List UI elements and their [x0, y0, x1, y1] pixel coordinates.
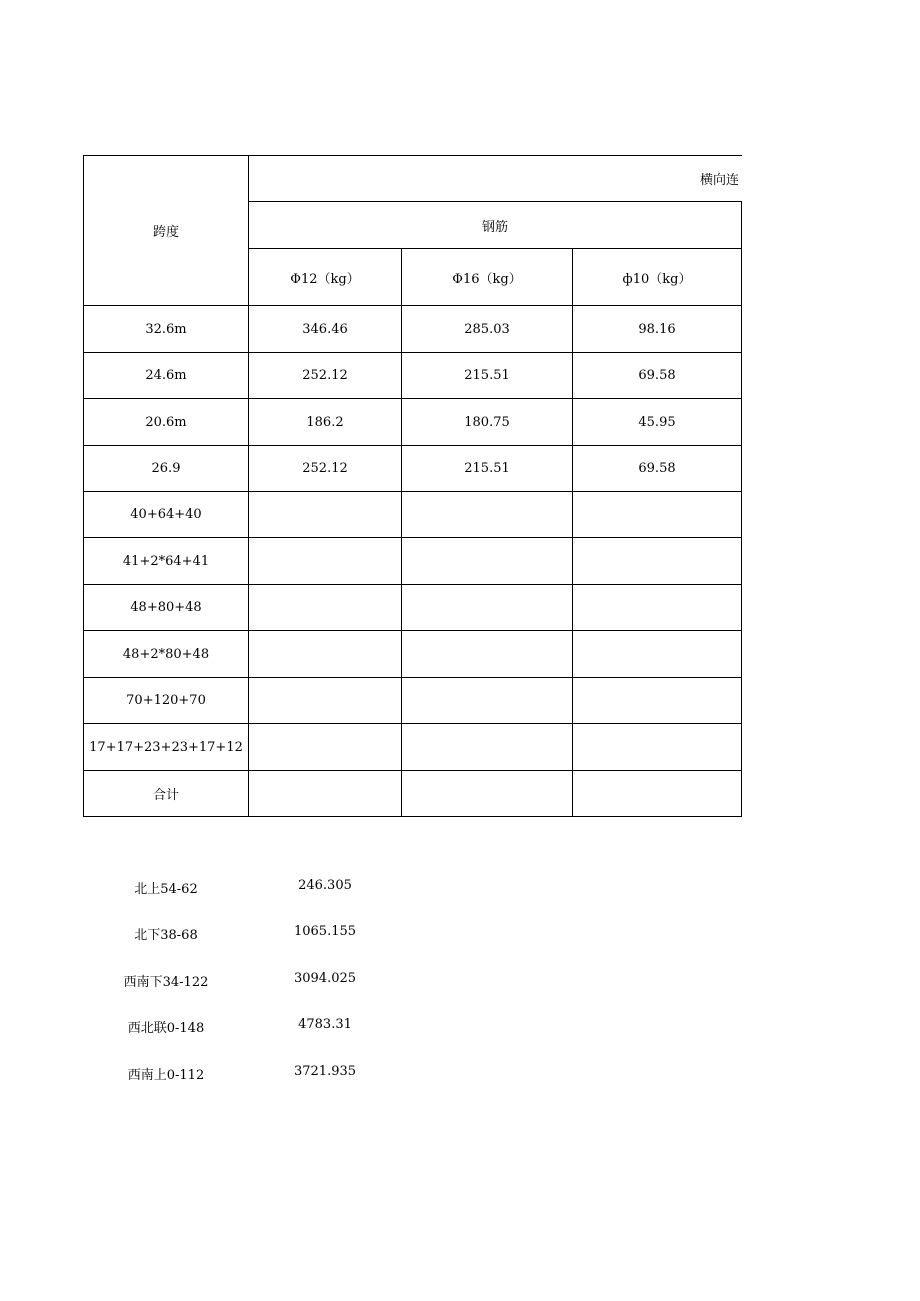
phi12-cell: 252.12	[249, 446, 402, 492]
span-cell: 70+120+70	[84, 678, 249, 724]
phi10-cell	[573, 585, 742, 631]
span-cell: 20.6m	[84, 399, 249, 446]
phi12-cell	[249, 678, 402, 724]
phi16-cell: 180.75	[402, 399, 573, 446]
phi16-cell	[402, 538, 573, 585]
table-row	[84, 631, 742, 678]
summary-label: 北下38-68	[134, 928, 198, 943]
phi10-cell: 69.58	[573, 353, 742, 399]
summary-label: 西南下34-122	[123, 975, 209, 990]
table-row	[84, 585, 742, 631]
table-row	[84, 538, 742, 585]
summary-value: 3094.025	[293, 971, 357, 986]
phi10-cell	[573, 492, 742, 538]
summary-label: 北上54-62	[134, 882, 198, 897]
phi12-cell	[249, 631, 402, 678]
table-title: 横向连	[700, 173, 740, 188]
phi12-cell	[249, 492, 402, 538]
phi16-cell	[402, 585, 573, 631]
phi12-cell: 252.12	[249, 353, 402, 399]
table-row	[84, 492, 742, 538]
phi10-cell: 69.58	[573, 446, 742, 492]
phi16-cell: 285.03	[402, 306, 573, 353]
phi16-cell	[402, 678, 573, 724]
table-row	[84, 446, 742, 492]
table-title-cell	[249, 156, 742, 202]
span-cell: 41+2*64+41	[84, 538, 249, 585]
rebar-header: 钢筋	[249, 202, 742, 249]
summary-value: 3721.935	[293, 1064, 357, 1079]
phi10-cell: 45.95	[573, 399, 742, 446]
phi16-cell	[402, 631, 573, 678]
table-row	[84, 306, 742, 353]
phi10-cell: 98.16	[573, 306, 742, 353]
span-cell: 32.6m	[84, 306, 249, 353]
summary-value: 4783.31	[298, 1017, 352, 1032]
summary-value: 1065.155	[293, 924, 357, 939]
summary-value: 246.305	[298, 878, 352, 893]
table-row	[84, 353, 742, 399]
span-cell: 48+80+48	[84, 585, 249, 631]
table-row-total	[84, 771, 742, 817]
span-cell: 40+64+40	[84, 492, 249, 538]
span-header: 跨度	[84, 156, 249, 306]
phi12-cell	[249, 724, 402, 771]
total-label-cell: 合计	[84, 771, 249, 817]
rebar-table	[83, 155, 742, 817]
phi10-cell	[573, 631, 742, 678]
phi12-cell	[249, 771, 402, 817]
span-cell: 17+17+23+23+17+12	[84, 724, 249, 771]
column-header-phi12: Φ12（kg）	[249, 249, 402, 306]
phi12-cell	[249, 585, 402, 631]
phi12-cell: 346.46	[249, 306, 402, 353]
phi16-cell: 215.51	[402, 446, 573, 492]
phi12-cell	[249, 538, 402, 585]
phi10-cell	[573, 538, 742, 585]
summary-label: 西南上0-112	[127, 1068, 205, 1083]
summary-label: 西北联0-148	[127, 1021, 205, 1036]
phi12-cell: 186.2	[249, 399, 402, 446]
phi16-cell	[402, 771, 573, 817]
phi10-cell	[573, 771, 742, 817]
phi10-cell	[573, 724, 742, 771]
span-cell: 48+2*80+48	[84, 631, 249, 678]
table-row	[84, 678, 742, 724]
column-header-phi16: Φ16（kg）	[402, 249, 573, 306]
phi10-cell	[573, 678, 742, 724]
column-header-phi10: ф10（kg）	[573, 249, 742, 306]
phi16-cell	[402, 724, 573, 771]
span-cell: 24.6m	[84, 353, 249, 399]
table-row	[84, 399, 742, 446]
phi16-cell: 215.51	[402, 353, 573, 399]
table-row	[84, 724, 742, 771]
phi16-cell	[402, 492, 573, 538]
span-cell: 26.9	[84, 446, 249, 492]
